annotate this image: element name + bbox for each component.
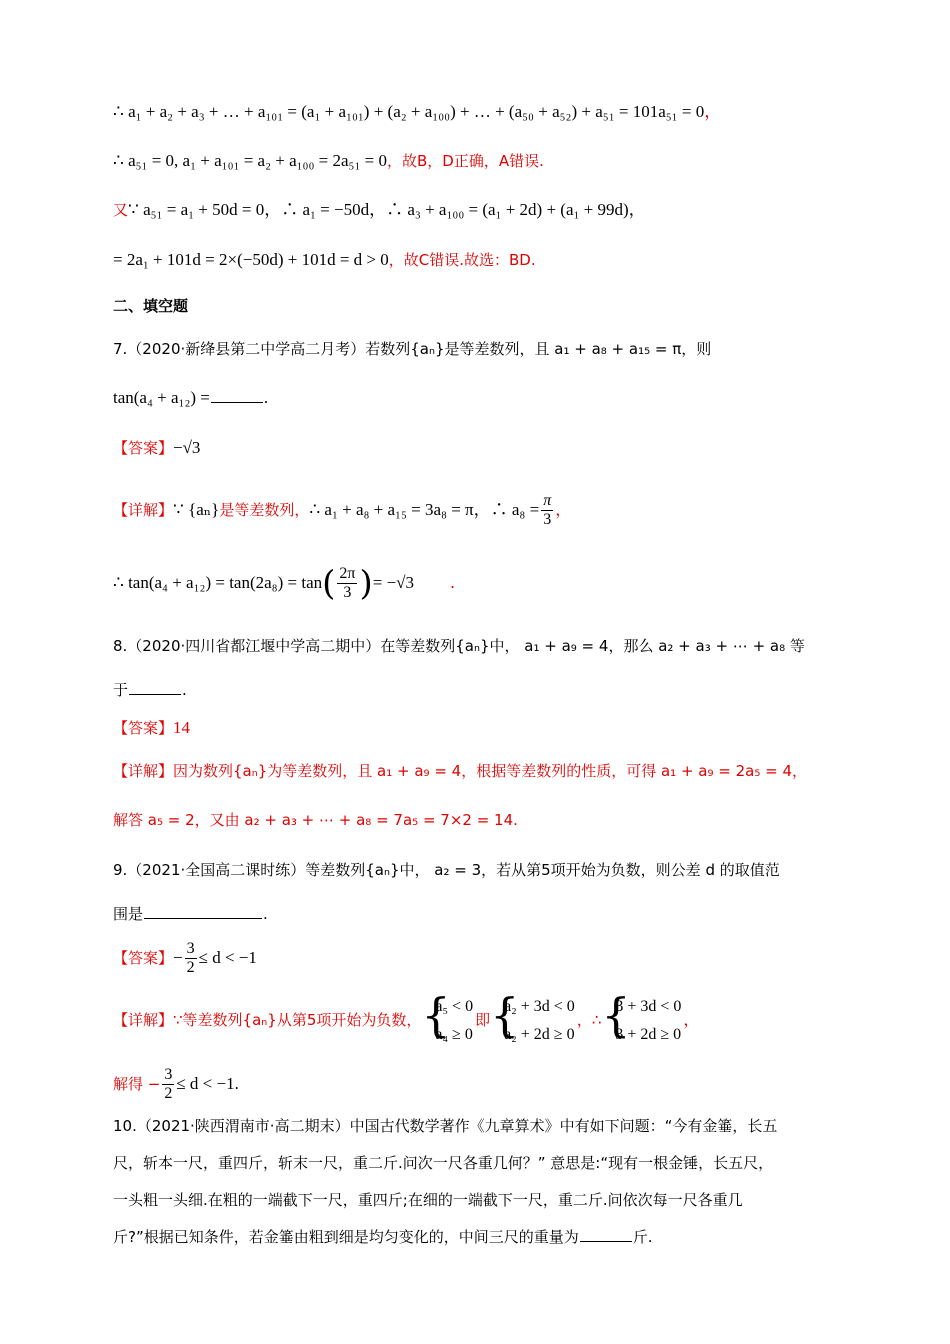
system-row: 3 + 2d ≥ 0 [615, 1025, 682, 1043]
q8-detail-label: 【详解】 [113, 762, 174, 780]
q8-answer-blank [129, 680, 181, 695]
sol6-line3-prefix: 又 [113, 201, 129, 219]
fraction-denominator: 3 [543, 511, 552, 528]
q9-stem2 [113, 902, 870, 926]
q9-answer-fraction [185, 940, 197, 977]
q10-line3: 一头粗一头细.在粗的一端截下一尺，重四斤;在细的一端截下一尺，重二斤.问依次每一尺各重几 [113, 1191, 743, 1209]
q7-detail2-a: ∴ tan(a₄ + a₁₂) = tan(2a₈) = tan [113, 573, 323, 592]
q8-detail1-text: 因为数列{aₙ}为等差数列，且 a₁ + a₉ = 4，根据等差数列的性质，可得 a₁ + a₉ = 2a₅ = 4， [173, 762, 807, 780]
q9-answer-label: 【答案】 [113, 949, 174, 967]
q9-stem2-text: 围是 [113, 905, 144, 923]
q8-detail2: 解答 a₅ = 2，又由 a₂ + a₃ + ⋯ + a₈ = 7a₅ = 7×2 = 14. [113, 811, 518, 829]
q9-stem2-end: . [263, 905, 268, 923]
system-row: { 3 + 3d < 0 [615, 997, 682, 1015]
q7-detail1 [113, 490, 870, 530]
q10-answer-blank [580, 1227, 632, 1242]
q9-detail-label: 【详解】 [113, 1011, 174, 1029]
q9-detail2-a: 解得 − [113, 1075, 161, 1093]
q9-detail2 [113, 1064, 870, 1104]
q9-system-3 [603, 993, 681, 1049]
left-paren: ( [322, 563, 336, 604]
sol6-line1-math: ∴ a₁ + a₂ + a₃ + … + a₁₀₁ = (a₁ + a₁₀₁) + (a₂ + a₁₀₀) + … + (a₅₀ + a₅₂) + a₅₁ = 101a₅₁ = 0 [113, 102, 705, 121]
right-paren: ) [359, 563, 373, 604]
q9-answer [113, 938, 870, 978]
q8-answer-value: 14 [173, 718, 191, 737]
q8-stem: 8.（2020·四川省都江堰中学高二期中）在等差数列{aₙ}中， a₁ + a₉ = 4，那么 a₂ + a₃ + ⋯ + a₈ 等 [113, 637, 805, 655]
q9-detail2-b: ≤ d < −1. [176, 1074, 239, 1093]
q7-detail2-end: . [450, 573, 456, 592]
q9-detail2-fraction [162, 1066, 174, 1103]
q7-detail1-end: ， [555, 500, 572, 519]
q8-answer [113, 716, 870, 740]
q7-detail2 [113, 560, 870, 607]
q9-stem: 9.（2021·全国高二课时练）等差数列{aₙ}中， a₂ = 3，若从第5项开始为负数，则公差 d 的取值范 [113, 861, 780, 879]
q9-detail1-c: ，∴ [576, 1011, 602, 1029]
sol6-line2-text: ，故B，D正确，A错误. [386, 152, 544, 170]
fraction-numerator: π [543, 492, 552, 509]
q7-answer-blank [211, 388, 263, 403]
q9-detail1-a: ∵等差数列{aₙ}从第5项开始为负数， [173, 1011, 422, 1029]
q9-detail1-b: 即 [475, 1011, 491, 1029]
sol6-line4 [113, 248, 870, 272]
q10-line4-b: 斤. [632, 1228, 653, 1246]
q7-stem2-end: . [263, 388, 269, 407]
q7-detail1-b: 是等差数列， [219, 501, 310, 519]
q7-stem: 7.（2020·新绛县第二中学高二月考）若数列{aₙ}是等差数列，且 a₁ + a₈ + a₁₅ = π，则 [113, 340, 712, 358]
q7-detail2-fraction [337, 565, 357, 602]
system-row: { a₅ < 0 [435, 997, 474, 1015]
sol6-line4-text: ，故C错误.故选：BD. [388, 251, 536, 269]
sol6-line2 [113, 149, 870, 173]
section-title: 二、填空题 [113, 297, 189, 315]
q7-stem2 [113, 386, 870, 410]
sol6-line2-math: ∴ a₅₁ = 0, a₁ + a₁₀₁ = a₂ + a₁₀₀ = 2a₅₁ = 0 [113, 151, 387, 170]
system-row: a₂ + 2d ≥ 0 [504, 1025, 575, 1043]
q9-system-2 [492, 993, 575, 1049]
q8-detail1 [113, 759, 870, 783]
q8-stem2-text: 于 [113, 681, 129, 699]
q7-answer [113, 436, 870, 460]
q8-stem2-end: . [182, 681, 187, 699]
sol6-line3 [113, 198, 870, 222]
q9-answer-post: ≤ d < −1 [198, 948, 257, 967]
q10-line2: 尺，斩本一尺，重四斤，斩末一尺，重二斤.问次一尺各重几何？” 意思是:“现有一根金锤，长五尺， [113, 1154, 774, 1172]
q9-detail1 [113, 992, 870, 1049]
fraction-numerator: 3 [164, 1066, 173, 1083]
q9-system-1 [423, 993, 473, 1049]
q7-stem2-math: tan(a₄ + a₁₂) = [113, 388, 210, 407]
q8-stem2 [113, 678, 870, 702]
fraction-numerator: 3 [186, 940, 195, 957]
sol6-line1-end: ， [704, 102, 722, 121]
fraction-denominator: 2 [186, 959, 195, 976]
sol6-line4-math: = 2a₁ + 101d = 2×(−50d) + 101d = d > 0 [113, 250, 389, 269]
q8-answer-label: 【答案】 [113, 719, 174, 737]
q9-answer-pre: − [173, 948, 183, 967]
fraction-denominator: 3 [343, 584, 352, 601]
fraction-numerator: 2π [339, 565, 356, 582]
q7-detail-label: 【详解】 [113, 501, 174, 519]
q10-line4 [113, 1225, 870, 1249]
sol6-line3-math: ∵ a₅₁ = a₁ + 50d = 0，∴ a₁ = −50d，∴ a₃ + a₁₀₀ = (a₁ + 2d) + (a₁ + 99d)， [128, 200, 646, 219]
system-row: { a₂ + 3d < 0 [504, 997, 575, 1015]
q10-line4-a: 斤?”根据已知条件，若金箠由粗到细是均匀变化的，中间三尺的重量为 [113, 1228, 579, 1246]
q10-line1: 10.（2021·陕西渭南市·高二期末）中国古代数学著作《九章算术》中有如下问题：“今有金箠，长五 [113, 1117, 778, 1135]
sol6-line1 [113, 100, 870, 124]
q7-detail1-c: ∴ a₁ + a₈ + a₁₅ = 3a₈ = π，∴ a₈ = [309, 500, 540, 519]
system-row: a₄ ≥ 0 [435, 1025, 473, 1043]
q7-answer-value: −√3 [173, 438, 201, 457]
q9-detail1-end: ， [683, 1010, 700, 1029]
q9-answer-blank [144, 904, 262, 919]
q7-detail1-a: ∵ {aₙ} [173, 500, 220, 519]
q7-answer-label: 【答案】 [113, 439, 174, 457]
fraction-denominator: 2 [164, 1085, 173, 1102]
q7-detail2-b: = −√3 [372, 573, 414, 592]
q7-detail1-fraction [541, 492, 553, 529]
